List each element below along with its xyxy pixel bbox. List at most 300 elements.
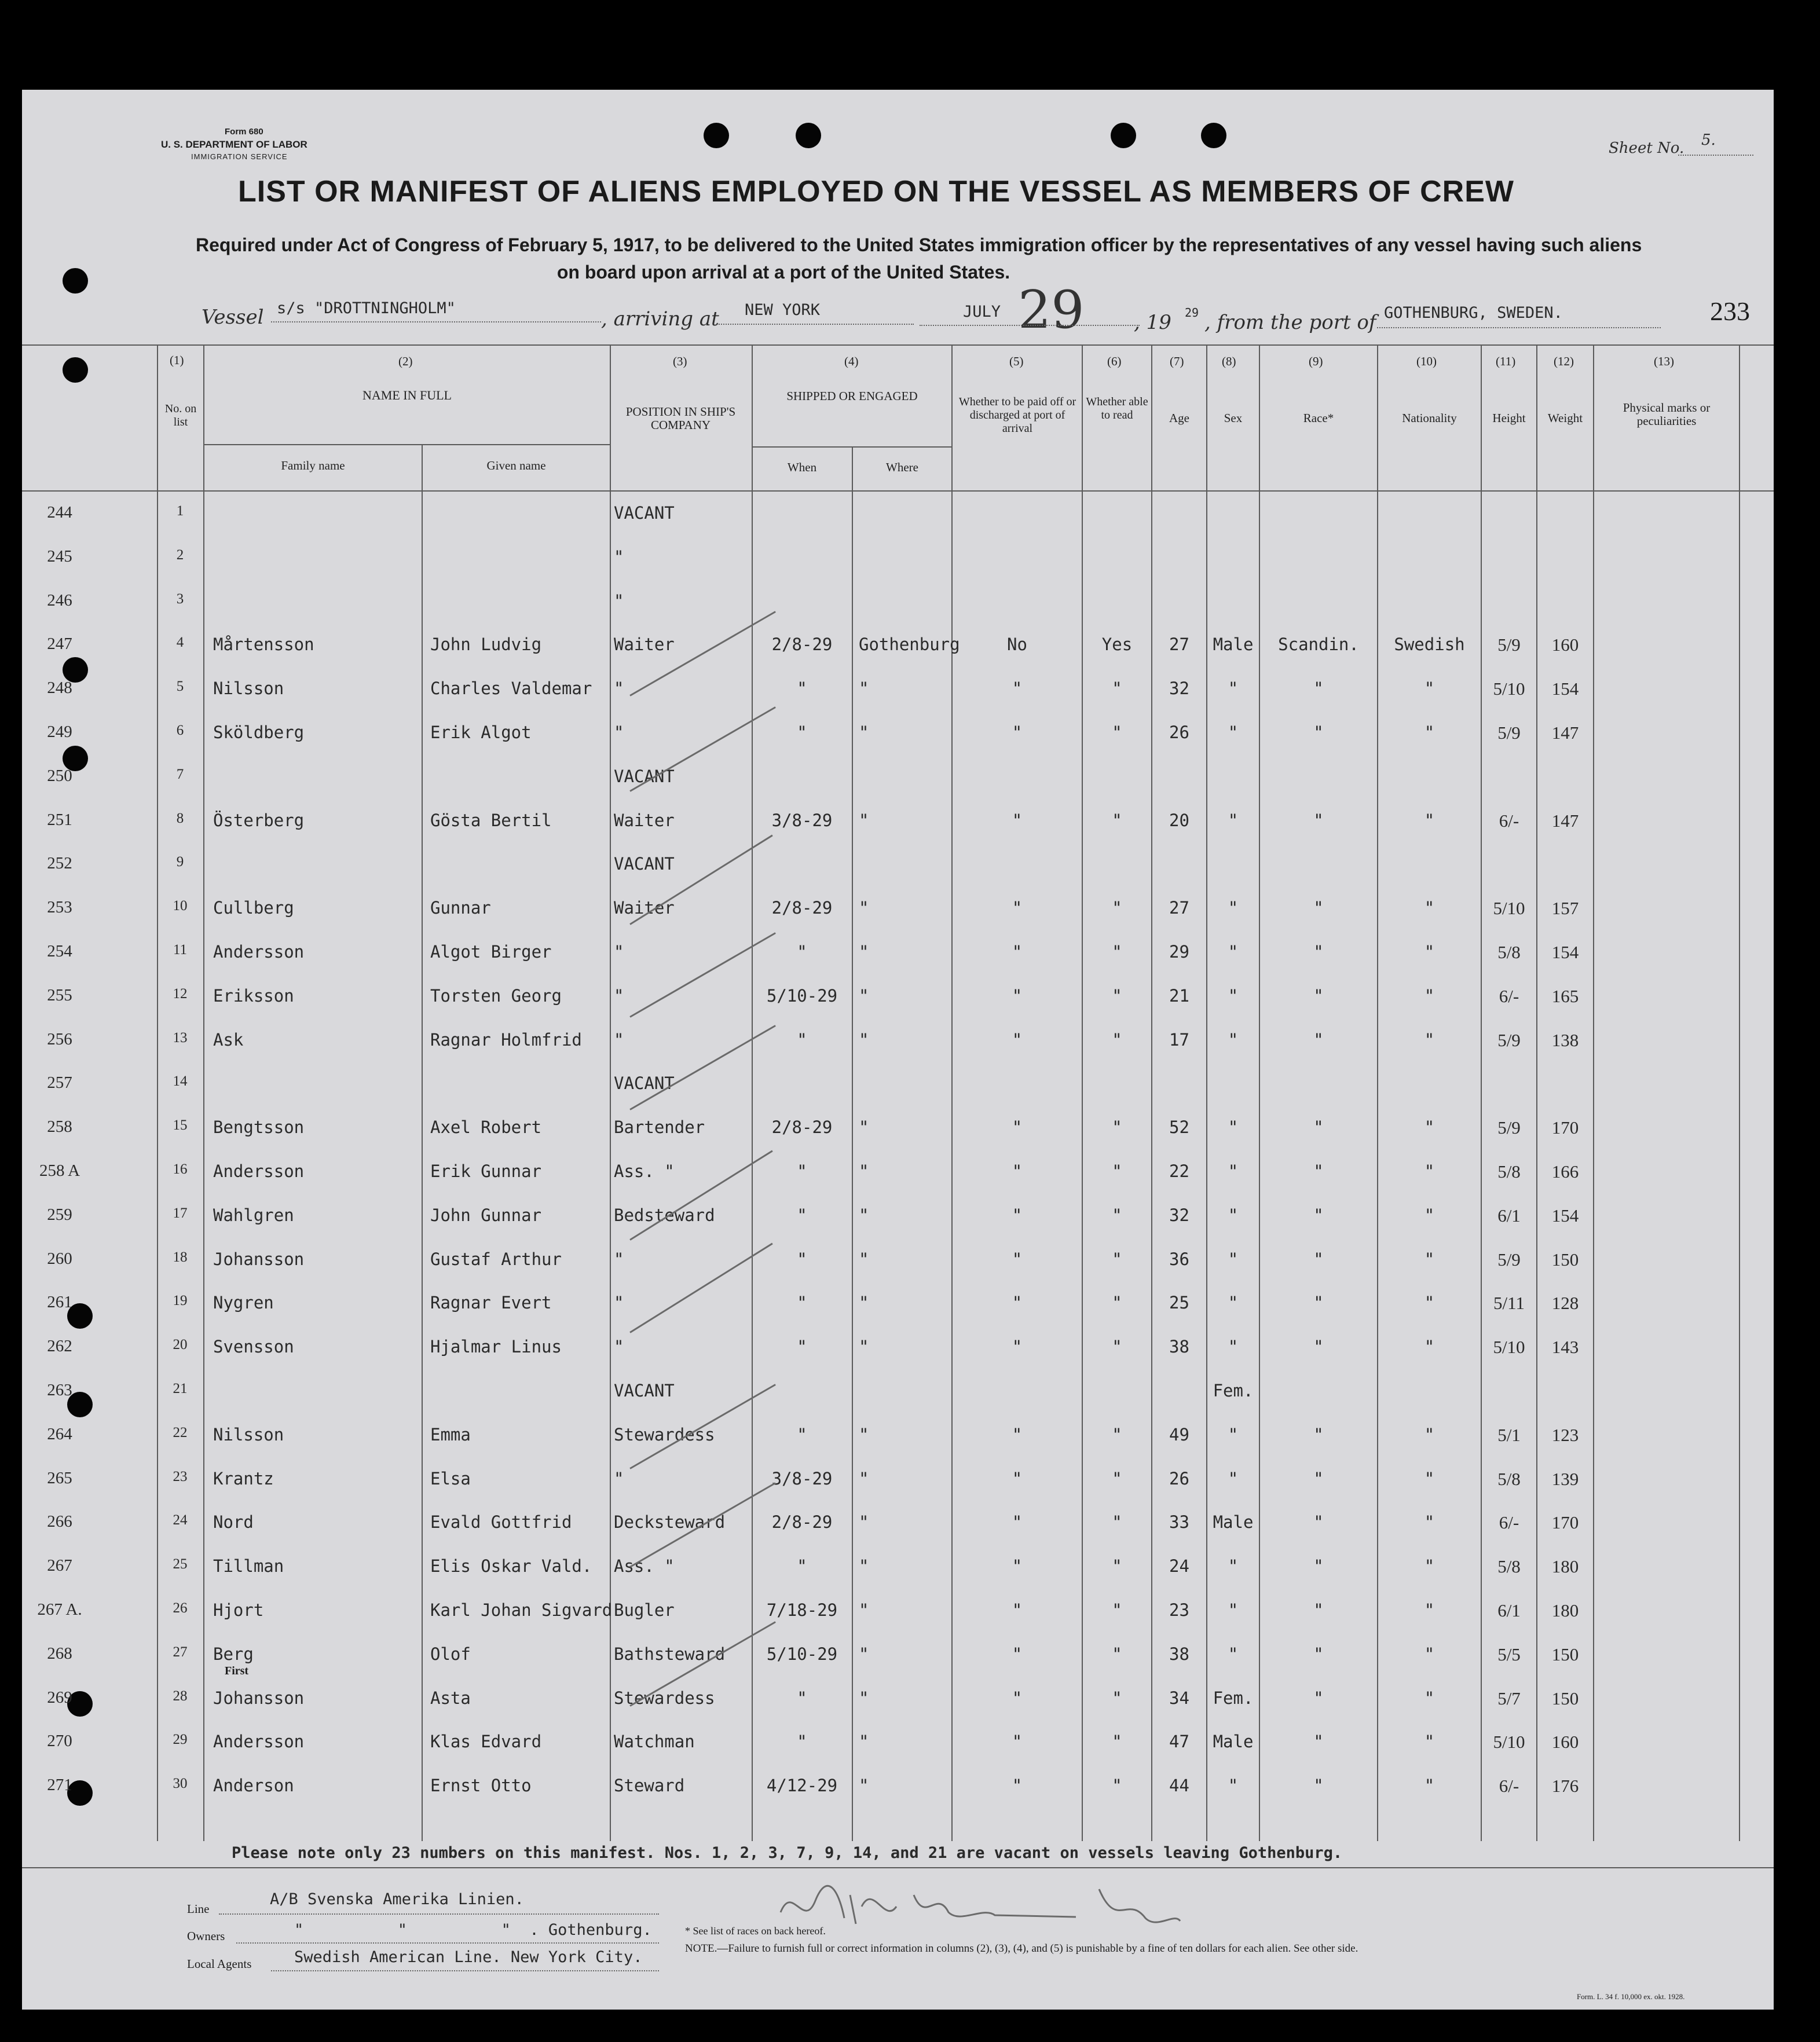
cell-no: 3 bbox=[176, 591, 184, 607]
cell-family: Nord bbox=[213, 1512, 254, 1533]
cell-race: " bbox=[1313, 810, 1324, 830]
form-number: Form 680 bbox=[225, 127, 263, 137]
table-row bbox=[22, 1333, 1774, 1376]
cell-age: 20 bbox=[1169, 810, 1189, 830]
punch-hole bbox=[796, 123, 821, 148]
cell-family: Eriksson bbox=[213, 985, 294, 1006]
cell-left: 262 bbox=[47, 1337, 72, 1356]
cell-family: Nilsson bbox=[213, 1424, 284, 1445]
cell-where: " bbox=[859, 1556, 869, 1577]
cell-family: Nilsson bbox=[213, 679, 284, 699]
cell-height: 5/8 bbox=[1497, 1556, 1521, 1577]
col4-header: SHIPPED OR ENGAGED bbox=[786, 389, 918, 403]
cell-when: 5/10-29 bbox=[766, 985, 838, 1006]
cell-left: 265 bbox=[47, 1468, 72, 1487]
cell-read: " bbox=[1112, 1600, 1122, 1620]
cell-left: 266 bbox=[47, 1512, 72, 1531]
cell-weight: 166 bbox=[1551, 1161, 1579, 1182]
cell-family: Johansson bbox=[213, 1249, 305, 1269]
cell-left: 250 bbox=[47, 766, 72, 785]
cell-paid: " bbox=[1012, 1644, 1023, 1664]
cell-paid: " bbox=[1012, 1732, 1023, 1752]
year-prefix: , 19 bbox=[1134, 311, 1171, 334]
year-value: 29 bbox=[1185, 306, 1199, 320]
cell-family: Hjort bbox=[213, 1600, 264, 1620]
agents-label: Local Agents bbox=[187, 1957, 252, 1971]
cell-weight: 180 bbox=[1551, 1556, 1579, 1577]
col2a-header: Family name bbox=[281, 459, 345, 472]
cell-sex: " bbox=[1228, 1556, 1239, 1577]
cell-position: Bugler bbox=[614, 1600, 675, 1620]
table-row bbox=[22, 1202, 1774, 1245]
cell-age: 44 bbox=[1169, 1776, 1189, 1796]
manifest-page bbox=[22, 90, 1774, 2010]
cell-nat: " bbox=[1424, 1688, 1435, 1708]
cell-given: Ragnar Holmfrid bbox=[430, 1029, 582, 1050]
cell-where: " bbox=[859, 1029, 869, 1050]
arriving-underline bbox=[717, 324, 914, 325]
table-row bbox=[22, 1641, 1774, 1684]
cell-no: 13 bbox=[173, 1029, 188, 1046]
cell-race: " bbox=[1313, 679, 1324, 699]
cell-weight: 147 bbox=[1551, 810, 1579, 831]
cell-age: 26 bbox=[1169, 1468, 1189, 1489]
cell-no: 19 bbox=[173, 1293, 188, 1309]
cell-no: 28 bbox=[173, 1688, 188, 1704]
cell-left: 270 bbox=[47, 1732, 72, 1751]
cell-given: Hjalmar Linus bbox=[430, 1337, 562, 1357]
cell-family: Mårtensson bbox=[213, 635, 314, 655]
cell-when: " bbox=[797, 1161, 807, 1181]
cell-given: Erik Gunnar bbox=[430, 1161, 542, 1181]
table-row bbox=[22, 1377, 1774, 1420]
cell-given: Gustaf Arthur bbox=[430, 1249, 562, 1269]
cell-no: 10 bbox=[173, 898, 188, 914]
col2-number: (2) bbox=[398, 354, 413, 368]
cell-race: " bbox=[1313, 1732, 1324, 1752]
cell-no: 2 bbox=[176, 547, 184, 563]
cell-position: Watchman bbox=[614, 1732, 695, 1752]
cell-given: Elsa bbox=[430, 1468, 471, 1489]
col3-header: POSITION IN SHIP'S COMPANY bbox=[625, 405, 736, 432]
table-row bbox=[22, 675, 1774, 718]
col7-number: (7) bbox=[1170, 354, 1184, 368]
cell-race: " bbox=[1313, 898, 1324, 918]
cell-weight: 160 bbox=[1551, 635, 1579, 655]
col3-number: (3) bbox=[673, 354, 687, 368]
cell-height: 5/10 bbox=[1493, 898, 1525, 919]
cell-weight: 143 bbox=[1551, 1337, 1579, 1358]
cell-sex: Male bbox=[1213, 635, 1254, 655]
cell-where: " bbox=[859, 1688, 869, 1708]
cell-position: " bbox=[614, 723, 624, 742]
cell-no: 6 bbox=[176, 723, 184, 738]
cell-nat: " bbox=[1424, 1293, 1435, 1313]
cell-where: " bbox=[859, 942, 869, 962]
cell-position: " bbox=[614, 1293, 624, 1313]
cell-position: Bartender bbox=[614, 1117, 705, 1138]
col2-header: NAME IN FULL bbox=[362, 388, 452, 402]
month-value: JULY bbox=[963, 303, 1001, 321]
cell-given: Elis Oskar Vald. bbox=[430, 1556, 592, 1577]
sheet-label: Sheet No. bbox=[1609, 140, 1684, 157]
cell-age: 27 bbox=[1169, 898, 1189, 918]
cell-when: 5/10-29 bbox=[766, 1644, 838, 1664]
cell-given: Torsten Georg bbox=[430, 985, 562, 1006]
cell-height: 6/1 bbox=[1497, 1205, 1521, 1226]
cell-read: " bbox=[1112, 942, 1122, 962]
cell-when: " bbox=[797, 942, 807, 962]
cell-nat: " bbox=[1424, 1117, 1435, 1138]
cell-left: 268 bbox=[47, 1644, 72, 1663]
cell-where: " bbox=[859, 1512, 869, 1533]
cell-where: " bbox=[859, 1600, 869, 1620]
cell-read: " bbox=[1112, 1556, 1122, 1577]
cell-position: " bbox=[614, 591, 624, 611]
cell-paid: " bbox=[1012, 942, 1023, 962]
cell-paid: " bbox=[1012, 1205, 1023, 1225]
cell-age: 17 bbox=[1169, 1029, 1189, 1050]
cell-position: Bedsteward bbox=[614, 1205, 715, 1225]
cell-nat: " bbox=[1424, 1029, 1435, 1050]
cell-sex: " bbox=[1228, 1117, 1239, 1138]
cell-no: 25 bbox=[173, 1556, 188, 1572]
cell-weight: 123 bbox=[1551, 1424, 1579, 1445]
cell-race: " bbox=[1313, 1512, 1324, 1533]
page-title: LIST OR MANIFEST OF ALIENS EMPLOYED ON THE VESSEL AS MEMBERS OF CREW bbox=[238, 175, 1514, 208]
cell-read: " bbox=[1112, 1468, 1122, 1489]
col8-number: (8) bbox=[1222, 354, 1236, 368]
cell-family: Andersson bbox=[213, 1161, 305, 1181]
cell-no: 1 bbox=[176, 503, 184, 519]
punch-hole bbox=[704, 123, 729, 148]
cell-left: 271 bbox=[47, 1776, 72, 1795]
vessel-underline bbox=[271, 321, 601, 322]
cell-position: Bathsteward bbox=[614, 1644, 726, 1664]
cell-where: " bbox=[859, 1161, 869, 1181]
cell-race: " bbox=[1313, 1776, 1324, 1796]
cell-sex: " bbox=[1228, 942, 1239, 962]
cell-race: " bbox=[1313, 1205, 1324, 1225]
cell-age: 38 bbox=[1169, 1337, 1189, 1357]
col13-header: Physical marks or peculiarities bbox=[1623, 401, 1711, 428]
cell-weight: 170 bbox=[1551, 1117, 1579, 1138]
department-label: U. S. DEPARTMENT OF LABOR bbox=[161, 139, 307, 150]
cell-weight: 157 bbox=[1551, 898, 1579, 919]
cell-age: 29 bbox=[1169, 942, 1189, 962]
table-row bbox=[22, 850, 1774, 893]
col4a-header: When bbox=[787, 460, 817, 474]
cell-where: " bbox=[859, 898, 869, 918]
cell-paid: No bbox=[1007, 635, 1027, 655]
cell-height: 5/1 bbox=[1497, 1424, 1521, 1445]
cell-given: John Gunnar bbox=[430, 1205, 542, 1225]
cell-nat: " bbox=[1424, 1776, 1435, 1796]
cell-sex: " bbox=[1228, 1205, 1239, 1225]
line-underline bbox=[219, 1913, 659, 1915]
cell-race: " bbox=[1313, 723, 1324, 742]
cell-given: Karl Johan Sigvard bbox=[430, 1600, 613, 1620]
cell-where: " bbox=[859, 1424, 869, 1445]
table-row bbox=[22, 1070, 1774, 1113]
cell-family: Bengtsson bbox=[213, 1117, 305, 1138]
cell-read: " bbox=[1112, 1776, 1122, 1796]
cell-sex: " bbox=[1228, 1161, 1239, 1181]
table-top-border bbox=[22, 344, 1774, 346]
table-row bbox=[22, 1553, 1774, 1596]
cell-sex: " bbox=[1228, 810, 1239, 830]
col1-number: (1) bbox=[170, 353, 184, 367]
cell-read: " bbox=[1112, 1161, 1122, 1181]
cell-height: 5/10 bbox=[1493, 1732, 1525, 1753]
cell-where: " bbox=[859, 1732, 869, 1752]
cell-no: 24 bbox=[173, 1512, 188, 1528]
table-row bbox=[22, 544, 1774, 586]
cell-height: 5/8 bbox=[1497, 942, 1521, 962]
cell-sex: " bbox=[1228, 1249, 1239, 1269]
cell-given: Olof bbox=[430, 1644, 471, 1664]
cell-no: 11 bbox=[173, 942, 188, 958]
cell-left: 267 bbox=[47, 1556, 72, 1575]
cell-no: 17 bbox=[173, 1205, 188, 1221]
cell-no: 18 bbox=[173, 1249, 188, 1265]
cell-nat: " bbox=[1424, 1161, 1435, 1181]
from-value: GOTHENBURG, SWEDEN. bbox=[1384, 304, 1563, 322]
punch-hole bbox=[1201, 123, 1226, 148]
owners-value: " " " . Gothenburg. bbox=[294, 1921, 652, 1939]
cell-sex: " bbox=[1228, 1337, 1239, 1357]
cell-age: 34 bbox=[1169, 1688, 1189, 1708]
cell-position: Ass. " bbox=[614, 1556, 675, 1577]
cell-paid: " bbox=[1012, 1776, 1023, 1796]
cell-when: 3/8-29 bbox=[771, 1468, 833, 1489]
cell-where: " bbox=[859, 1249, 869, 1269]
cell-where: " bbox=[859, 985, 869, 1006]
cell-paid: " bbox=[1012, 1029, 1023, 1050]
col6-header: Whether able to read bbox=[1086, 395, 1148, 421]
cell-position: " bbox=[614, 679, 624, 699]
col12-number: (12) bbox=[1554, 354, 1574, 368]
print-info: Form. L. 34 f. 10,000 ex. okt. 1928. bbox=[1577, 1992, 1685, 2001]
cell-sex: " bbox=[1228, 1424, 1239, 1445]
cell-given: Asta bbox=[430, 1688, 471, 1708]
cell-nat: " bbox=[1424, 1644, 1435, 1664]
table-row bbox=[22, 1027, 1774, 1069]
table-row bbox=[22, 1246, 1774, 1289]
cell-position: " bbox=[614, 547, 624, 567]
cell-height: 6/- bbox=[1499, 1776, 1519, 1797]
cell-height: 5/9 bbox=[1497, 1029, 1521, 1050]
cell-age: 25 bbox=[1169, 1293, 1189, 1313]
col5-number: (5) bbox=[1009, 354, 1024, 368]
cell-left: 247 bbox=[47, 635, 72, 654]
cell-left: 257 bbox=[47, 1073, 72, 1093]
owners-label: Owners bbox=[187, 1929, 225, 1943]
col13-number: (13) bbox=[1654, 354, 1674, 368]
cell-paid: " bbox=[1012, 1337, 1023, 1357]
subtitle-line2: on board upon arrival at a port of the United States. bbox=[556, 262, 1010, 283]
cell-position: " bbox=[614, 1468, 624, 1489]
cell-when: " bbox=[797, 1293, 807, 1313]
cell-nat: " bbox=[1424, 1249, 1435, 1269]
cell-age: 33 bbox=[1169, 1512, 1189, 1533]
cell-weight: 139 bbox=[1551, 1468, 1579, 1489]
cell-no: 8 bbox=[176, 810, 184, 826]
cell-age: 27 bbox=[1169, 635, 1189, 655]
cell-given: Klas Edvard bbox=[430, 1732, 542, 1752]
cell-no: 29 bbox=[173, 1732, 188, 1748]
cell-age: 24 bbox=[1169, 1556, 1189, 1577]
cell-height: 5/9 bbox=[1497, 1249, 1521, 1270]
table-row bbox=[22, 1597, 1774, 1640]
owners-underline bbox=[236, 1942, 659, 1944]
cell-where: " bbox=[859, 1776, 869, 1796]
cell-sex: Fem. bbox=[1213, 1688, 1254, 1708]
cell-nat: " bbox=[1424, 1337, 1435, 1357]
cell-sex: " bbox=[1228, 679, 1239, 699]
col2b-header: Given name bbox=[486, 459, 546, 472]
table-row bbox=[22, 1158, 1774, 1201]
cell-nat: " bbox=[1424, 1468, 1435, 1489]
cell-given: Erik Algot bbox=[430, 723, 532, 742]
cell-read: " bbox=[1112, 1644, 1122, 1664]
arriving-value: NEW YORK bbox=[745, 301, 821, 319]
agents-value: Swedish American Line. New York City. bbox=[294, 1948, 643, 1966]
cell-height: 5/8 bbox=[1497, 1468, 1521, 1489]
table-row bbox=[22, 1114, 1774, 1157]
cell-read: " bbox=[1112, 1337, 1122, 1357]
cell-when: " bbox=[797, 679, 807, 699]
cell-height: 6/1 bbox=[1497, 1600, 1521, 1621]
cell-paid: " bbox=[1012, 1600, 1023, 1620]
cell-read: " bbox=[1112, 1424, 1122, 1445]
cell-given: John Ludvig bbox=[430, 635, 542, 655]
handwritten-signature bbox=[775, 1872, 1192, 1941]
table-row bbox=[22, 1772, 1774, 1815]
cell-read: " bbox=[1112, 1205, 1122, 1225]
cell-left: 260 bbox=[47, 1249, 72, 1268]
cell-left: 269 bbox=[47, 1688, 72, 1707]
cell-left: 261 bbox=[47, 1293, 72, 1312]
col11-header: Height bbox=[1492, 411, 1526, 425]
cell-sex: " bbox=[1228, 1293, 1239, 1313]
cell-paid: " bbox=[1012, 679, 1023, 699]
date-underline bbox=[920, 325, 1140, 326]
cell-where: " bbox=[859, 723, 869, 742]
cell-weight: 165 bbox=[1551, 985, 1579, 1006]
cell-race: " bbox=[1313, 1161, 1324, 1181]
cell-position: VACANT bbox=[614, 1381, 675, 1401]
cell-read: " bbox=[1112, 1688, 1122, 1708]
cell-weight: 154 bbox=[1551, 942, 1579, 962]
cell-position: Waiter bbox=[614, 635, 675, 655]
cell-position: " bbox=[614, 1337, 624, 1357]
cell-paid: " bbox=[1012, 1512, 1023, 1533]
cell-paid: " bbox=[1012, 1468, 1023, 1489]
cell-position: " bbox=[614, 985, 624, 1006]
table-row bbox=[22, 982, 1774, 1025]
cell-when: " bbox=[797, 1205, 807, 1225]
cell-read: " bbox=[1112, 1732, 1122, 1752]
first-note: First bbox=[225, 1665, 249, 1677]
cell-when: " bbox=[797, 723, 807, 742]
cell-no: 7 bbox=[176, 766, 184, 782]
cell-height: 5/9 bbox=[1497, 1117, 1521, 1138]
cell-left: 251 bbox=[47, 810, 72, 829]
cell-family: Sköldberg bbox=[213, 723, 305, 742]
cell-age: 23 bbox=[1169, 1600, 1189, 1620]
cell-when: 4/12-29 bbox=[766, 1776, 838, 1796]
cell-position: VACANT bbox=[614, 503, 675, 523]
cell-left: 258 bbox=[47, 1117, 72, 1137]
cell-given: Ragnar Evert bbox=[430, 1293, 552, 1313]
cell-nat: " bbox=[1424, 898, 1435, 918]
table-row bbox=[22, 938, 1774, 981]
cell-sex: Fem. bbox=[1213, 1381, 1254, 1401]
cell-no: 27 bbox=[173, 1644, 188, 1660]
cell-no: 12 bbox=[173, 985, 188, 1002]
cell-no: 23 bbox=[173, 1468, 188, 1484]
cell-age: 32 bbox=[1169, 1205, 1189, 1225]
cell-weight: 180 bbox=[1551, 1600, 1579, 1621]
cell-when: " bbox=[797, 1688, 807, 1708]
table-row bbox=[22, 1728, 1774, 1771]
cell-given: Axel Robert bbox=[430, 1117, 542, 1138]
cell-left: 254 bbox=[47, 942, 72, 960]
cell-given: Evald Gottfrid bbox=[430, 1512, 572, 1533]
cell-height: 5/11 bbox=[1493, 1293, 1525, 1314]
cell-where: " bbox=[859, 1117, 869, 1138]
cell-nat: " bbox=[1424, 723, 1435, 742]
cell-height: 5/10 bbox=[1493, 1337, 1525, 1358]
from-underline bbox=[1377, 327, 1661, 328]
cell-height: 5/10 bbox=[1493, 679, 1525, 699]
cell-height: 5/9 bbox=[1497, 635, 1521, 655]
cell-race: Scandin. bbox=[1278, 635, 1359, 655]
cell-where: " bbox=[859, 1468, 869, 1489]
cell-left: 259 bbox=[47, 1205, 72, 1224]
cell-family: Anderson bbox=[213, 1776, 294, 1796]
cell-where: " bbox=[859, 1293, 869, 1313]
cell-given: Algot Birger bbox=[430, 942, 552, 962]
cell-weight: 176 bbox=[1551, 1776, 1579, 1797]
cell-given: Charles Valdemar bbox=[430, 679, 592, 699]
cell-weight: 147 bbox=[1551, 723, 1579, 743]
col4-number: (4) bbox=[844, 354, 859, 368]
cell-left: 255 bbox=[47, 985, 72, 1004]
col4b-header: Where bbox=[886, 460, 918, 474]
cell-left: 249 bbox=[47, 723, 72, 741]
cell-given: Gunnar bbox=[430, 898, 491, 918]
cell-when: " bbox=[797, 1732, 807, 1752]
cell-no: 20 bbox=[173, 1337, 188, 1353]
cell-family: Ask bbox=[213, 1029, 244, 1050]
table-row bbox=[22, 588, 1774, 630]
cell-sex: " bbox=[1228, 1600, 1239, 1620]
header-bottom-border bbox=[22, 490, 1774, 492]
cell-position: " bbox=[614, 1249, 624, 1269]
cell-position: " bbox=[614, 1029, 624, 1050]
punch-hole bbox=[63, 357, 88, 383]
cell-family: Österberg bbox=[213, 810, 305, 830]
sheet-value: 5. bbox=[1701, 131, 1716, 149]
cell-weight: 154 bbox=[1551, 1205, 1579, 1226]
vacancy-note: Please note only 23 numbers on this manifest. Nos. 1, 2, 3, 7, 9, 14, and 21 are vacant on vessels leaving Gothenburg. bbox=[232, 1844, 1343, 1862]
cell-left: 245 bbox=[47, 547, 72, 566]
cell-race: " bbox=[1313, 1029, 1324, 1050]
cell-read: " bbox=[1112, 810, 1122, 830]
cell-family: Nygren bbox=[213, 1293, 274, 1313]
